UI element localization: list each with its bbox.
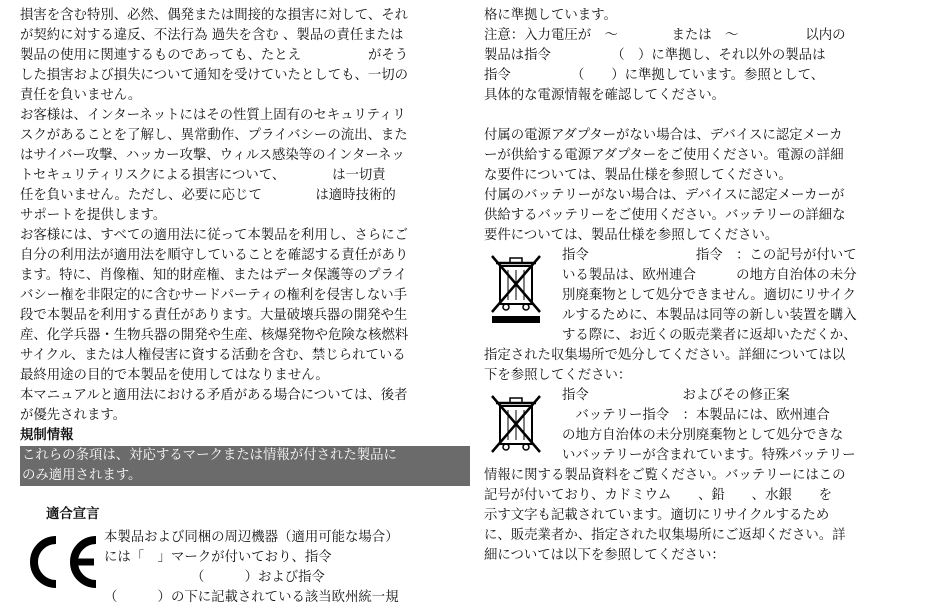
battery-section (484, 386, 930, 466)
text-line: 自分の利用法が適用法を順守していることを確認する責任があり (20, 248, 409, 263)
text-line: に、販売業者か、指定された収集場所にご返却ください。詳 (484, 528, 846, 543)
text-line: 本マニュアルと適用法における矛盾がある場合については、後者 (20, 388, 408, 403)
declaration-title: 適合宣言 (46, 507, 100, 522)
text-line: サポートを提供します。 (20, 208, 167, 223)
text-line: スクがあることを了解し、異常動作、プライバシーの流出、また (20, 128, 408, 143)
ce-declaration (20, 528, 470, 608)
text-line: 格に準拠しています。 (484, 8, 617, 23)
text-line: お客様には、すべての適用法に従って本製品を利用し、さらにご (20, 228, 409, 243)
text-line: 情報に関する製品資料をご覧ください。バッテリーにはこの (484, 468, 846, 483)
text-line: 指定された収集場所で処分してください。詳細については以 (484, 348, 846, 363)
weee-directive-text-continued (484, 346, 930, 386)
text-line: 指令 およびその修正案 (562, 388, 790, 403)
text-line: 要件については、製品仕様を参照してください。 (484, 228, 779, 243)
text-line: ルするために、本製品は同等の新しい装置を購入 (562, 308, 857, 323)
text-line: 細については以下を参照してください： (484, 548, 725, 563)
text-line: （ ）および指令 (104, 570, 325, 585)
text-line: 製品の使用に関連するものであっても、たとえ がそう (20, 48, 409, 63)
weee-section (484, 246, 930, 346)
text-line: 別廃棄物として処分できません。適切にリサイク (562, 288, 856, 303)
text-line: バッテリー指令 ：本製品には、欧州連合 (562, 408, 830, 423)
text-line: 付属のバッテリーがない場合は、デバイスに認定メーカーが (484, 188, 845, 203)
weee-directive-text (484, 246, 930, 346)
text-line: 示す文字も記載されています。適切にリサイクルするため (484, 508, 830, 523)
battery-directive-text-continued (484, 466, 930, 566)
text-line: 具体的な電源情報を確認してください。 (484, 88, 726, 103)
text-line: ます。特に、肖像権、知的財産権、またはデータ保護等のプライ (20, 268, 407, 283)
text-line: 最終用途の目的で本製品を使用してはなりません。 (20, 368, 329, 383)
text-line: 損害を含む特別、必然、偶発または間接的な損害に対して、それ (20, 8, 409, 23)
text-line: が優先されます。 (20, 408, 127, 423)
text-line: 供給するバッテリーをご使用ください。バッテリーの詳細な (484, 208, 846, 223)
right-column (484, 6, 930, 566)
applicability-notice (20, 446, 470, 486)
text-line: 下を参照してください： (484, 368, 632, 383)
text-line: 本製品および同梱の周辺機器（適用可能な場合） (104, 530, 399, 545)
text-line: （ ）の下に記載されている該当欧州統一規 (104, 590, 399, 605)
text-line: する際に、お近くの販売業者に返却いただくか、 (562, 328, 857, 343)
text-line: が契約に対する違反、不法行為 過失を含む 、製品の責任または (20, 28, 404, 43)
text-line: バシー権を非限定的に含むサードパーティの権利を侵害しない手 (20, 288, 407, 303)
voltage-notice (484, 6, 930, 106)
ce-mark-icon (22, 532, 104, 592)
text-line: ーが供給する電源アダプターをご使用ください。電源の詳細 (484, 148, 844, 163)
text-line: いバッテリーが含まれています。特殊バッテリー (562, 448, 856, 463)
text-line: サイクル、または人権侵害に資する活動を含む、禁じられている (20, 348, 406, 363)
text-line: はサイバー攻撃、ハッカー攻撃、ウィルス感染等のインターネッ (20, 148, 405, 163)
text-line: 記号が付いており、カドミウム 、鉛 、水銀 を (484, 488, 833, 503)
text-line: な要件については、製品仕様を参照してください。 (484, 168, 792, 183)
text-line: 指令 （ ）に準拠しています。参照として、 (484, 68, 825, 83)
text-line: した損害および損失について通知を受けていたとしても、一切の (20, 68, 409, 83)
power-battery-requirements (484, 126, 930, 246)
text-line: の地方自治体の未分別廃棄物として処分できな (562, 428, 844, 443)
text-line: 製品は指令 （ ）に準拠し、それ以外の製品は (484, 48, 826, 63)
ce-declaration-text (104, 528, 399, 608)
text-line: 産、化学兵器・生物兵器の開発や生産、核爆発物や危険な核燃料 (20, 328, 409, 343)
text-line: 付属の電源アダプターがない場合は、デバイスに認定メーカ (484, 128, 843, 143)
text-line: トセキュリティリスクによる損害について、 は一切責 (20, 168, 386, 183)
left-column (20, 6, 470, 608)
battery-directive-text (484, 386, 930, 466)
text-line: 任を負いません。ただし、必要に応じて は適時技術的 (20, 188, 396, 203)
text-line: いる製品は、欧州連合 の地方自治体の未分 (562, 268, 857, 283)
text-line: 責任を負いません。 (20, 88, 142, 103)
text-line: 指令 指令 ：この記号が付いて (562, 248, 857, 263)
text-line: お客様は、インターネットにはその性質上固有のセキュリティリ (20, 108, 406, 123)
text-line: には「 」マークが付いており、指令 (104, 550, 332, 565)
text-line: 段で本製品を利用する責任があります。大量破壊兵器の開発や生 (20, 308, 408, 323)
notice-line: これらの条項は、対応するマークまたは情報が付された製品に (22, 448, 397, 463)
notice-line: のみ適用されます。 (22, 468, 142, 483)
terms-paragraphs (20, 6, 470, 426)
crossed-out-wheelie-bin-icon (486, 390, 546, 460)
crossed-out-wheelie-bin-icon (486, 250, 546, 324)
text-line: 注意：入力電圧が ～ または ～ 以内の (484, 28, 846, 43)
regulatory-heading: 規制情報 (20, 428, 74, 443)
